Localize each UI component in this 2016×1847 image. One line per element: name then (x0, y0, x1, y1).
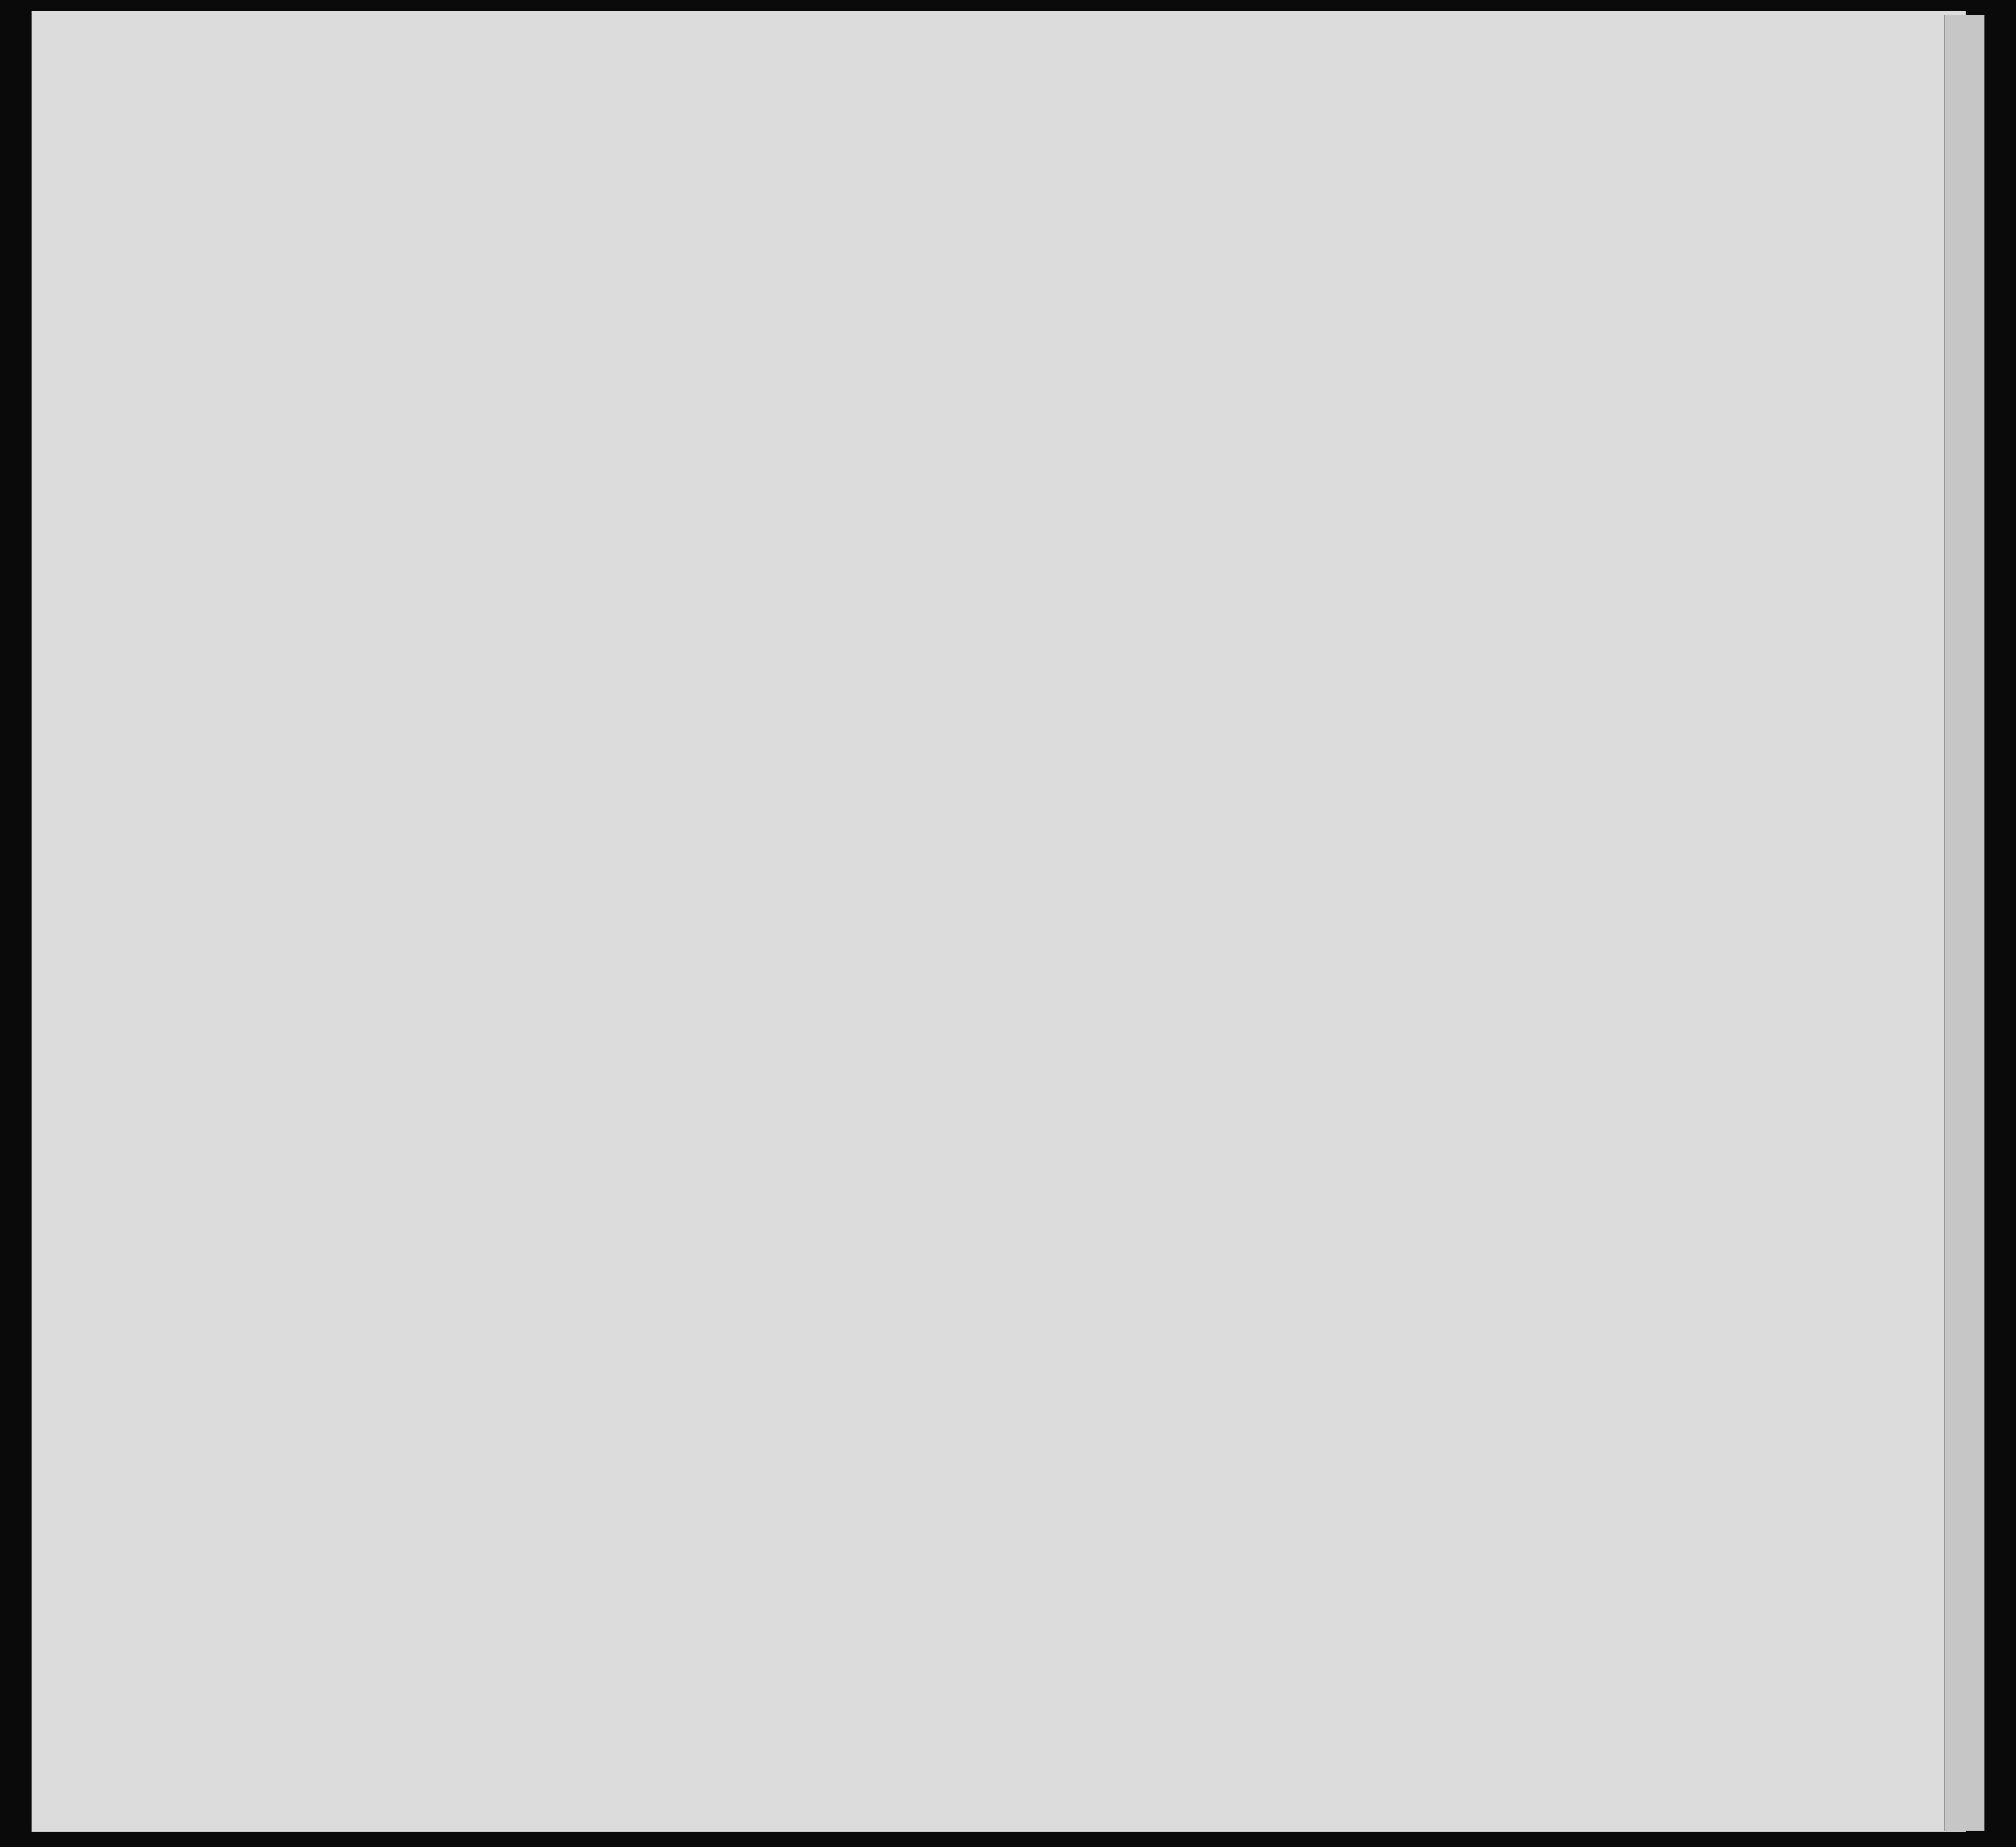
sheet-edge (1944, 15, 1984, 1831)
manifest-sheet (32, 11, 1966, 1832)
